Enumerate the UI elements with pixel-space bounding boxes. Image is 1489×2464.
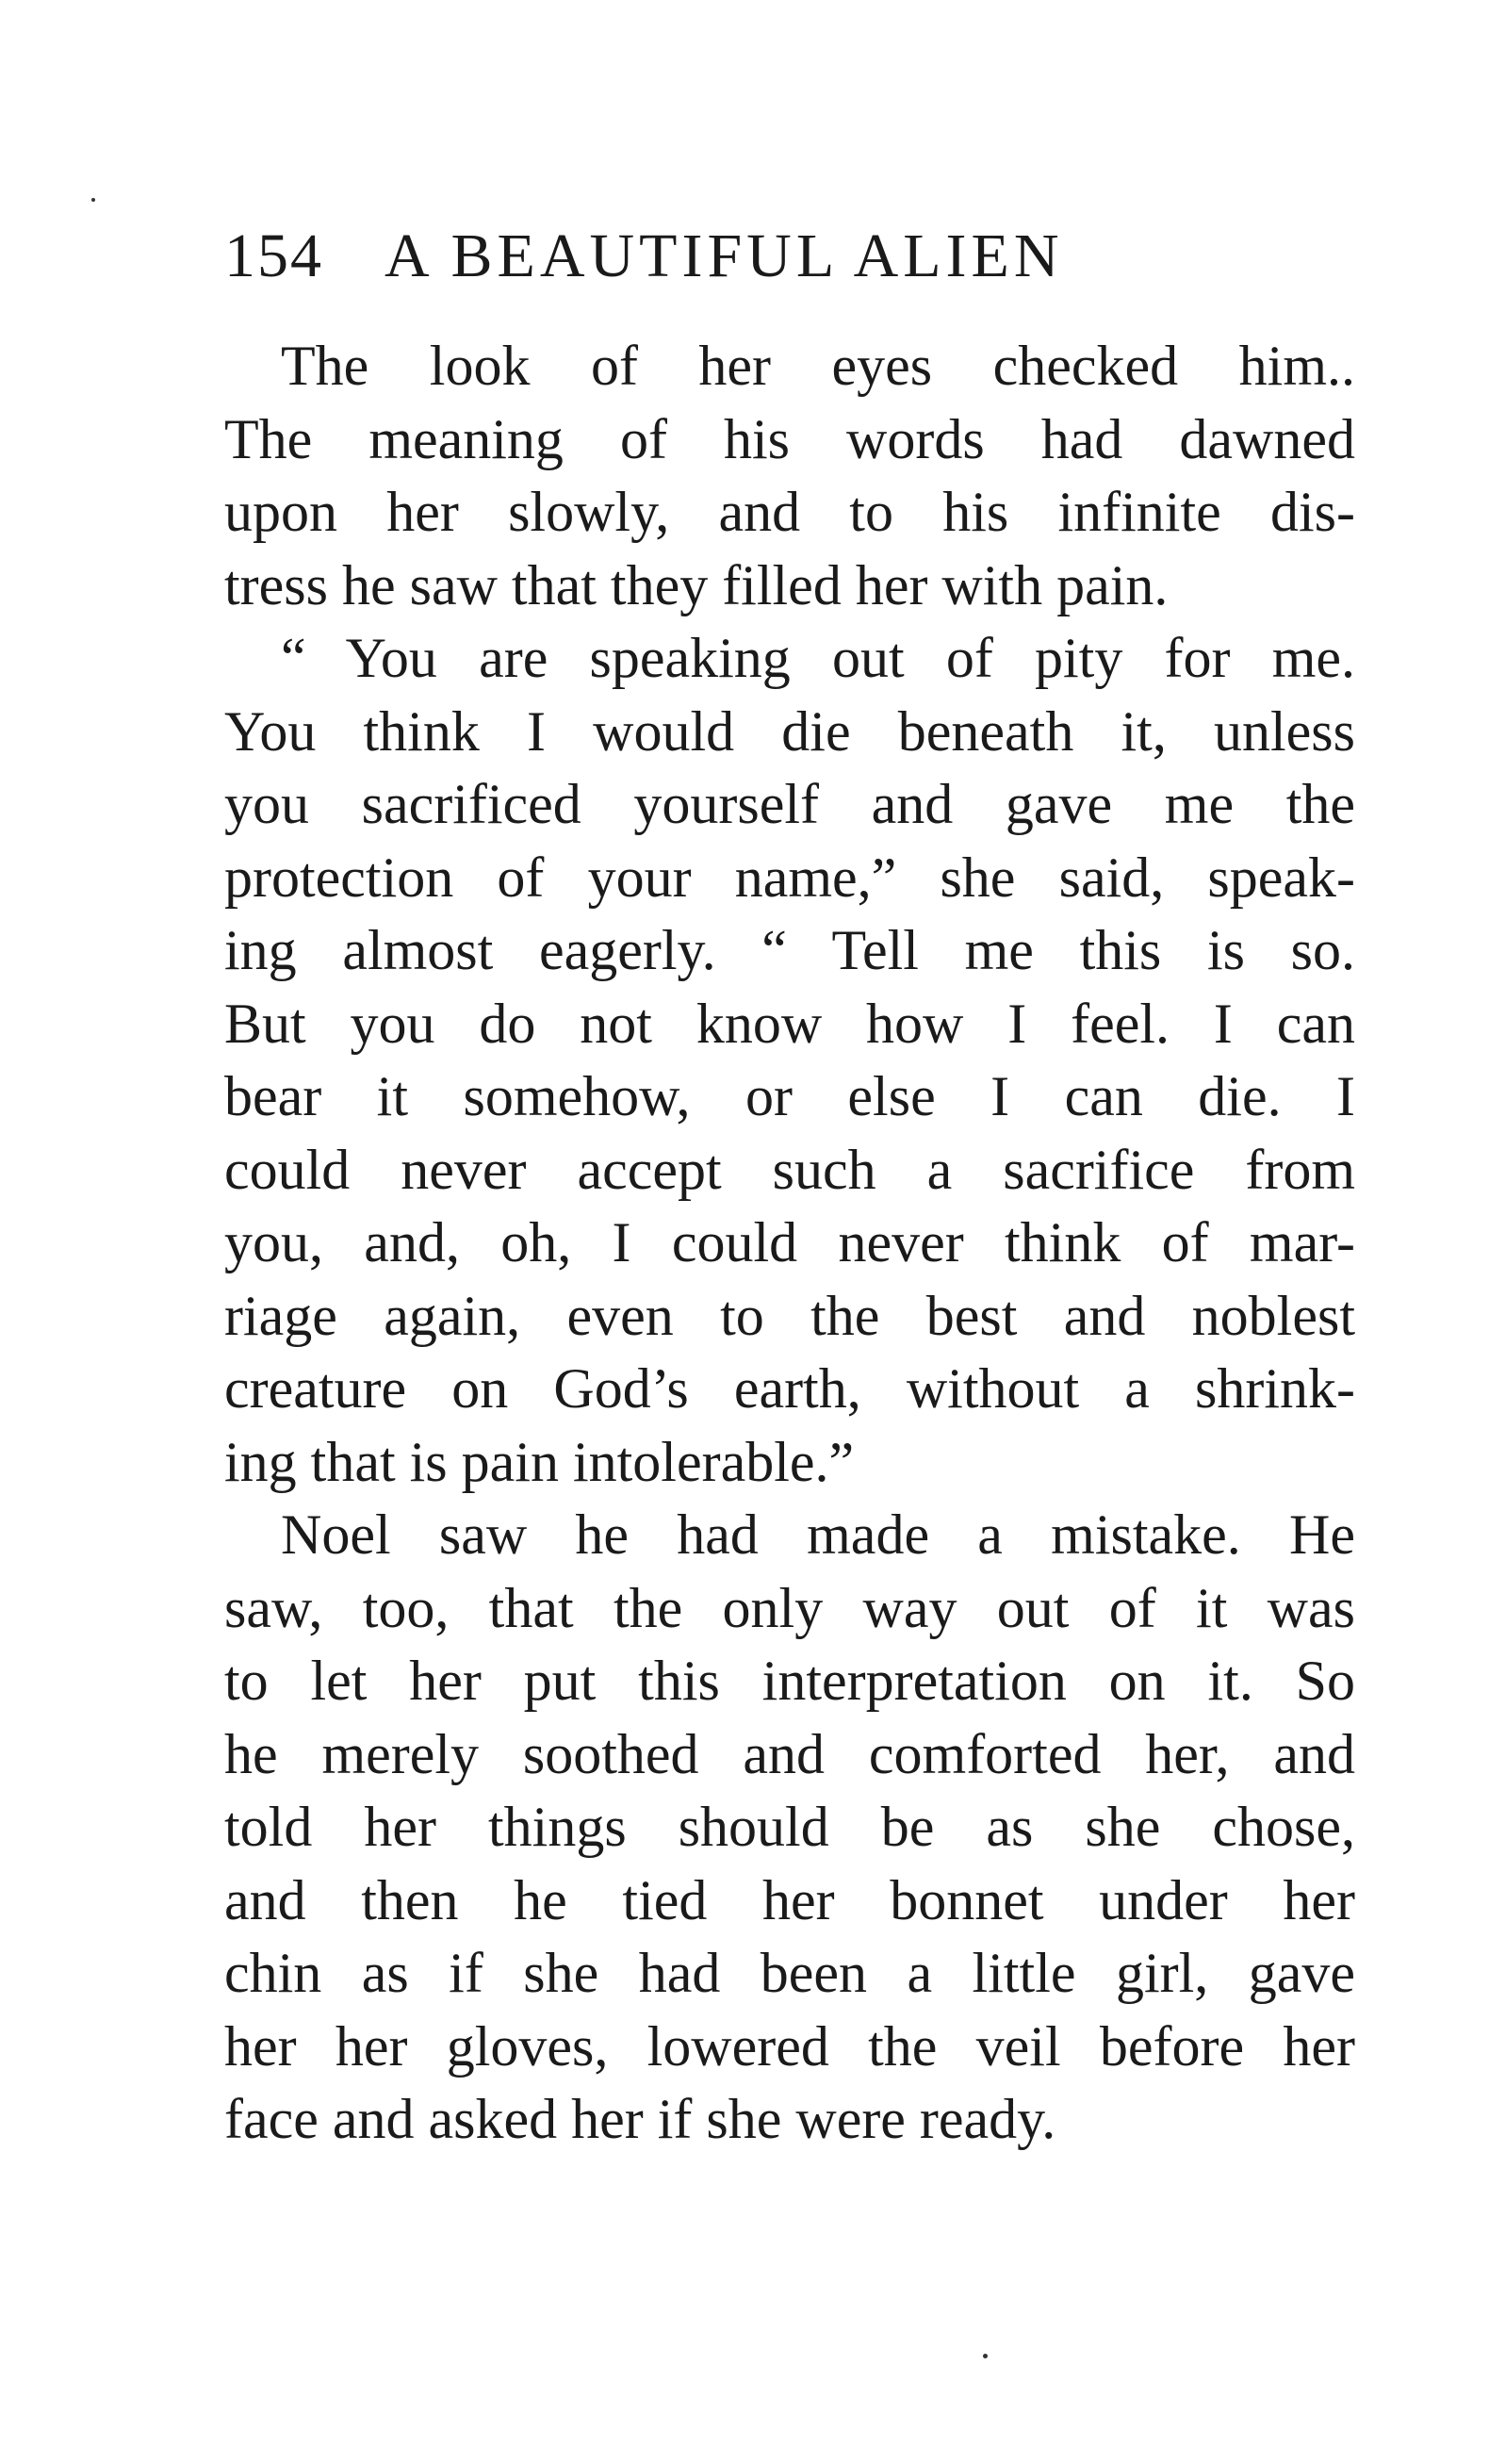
text-line: The look of her eyes checked him.. [281, 335, 1355, 397]
body-text [224, 330, 1355, 2157]
text-line: You think I would die beneath it, unless [224, 699, 1355, 763]
text-line: face and asked her if she were ready. [224, 2088, 1056, 2150]
text-line: he merely soothed and comforted her, and [224, 1722, 1355, 1785]
text-line: protection of your name,” she said, speak- [224, 846, 1355, 909]
text-line: riage again, even to the best and noblest [224, 1284, 1355, 1347]
text-line: you, and, oh, I could never think of mar- [224, 1211, 1355, 1273]
ink-speck [983, 2354, 988, 2358]
text-line: to let her put this interpretation on it. So [224, 1650, 1355, 1712]
text-line: told her things should be as she chose, [224, 1796, 1355, 1858]
text-line: chin as if she had been a little girl, gave [224, 1942, 1355, 2004]
text-line: her her gloves, lowered the veil before her [224, 2014, 1355, 2078]
book-title: A BEAUTIFUL ALIEN [385, 222, 1064, 290]
text-line: upon her slowly, and to his infinite dis- [224, 481, 1355, 543]
text-line: The meaning of his words had dawned [224, 407, 1355, 470]
text-line: you sacrificed yourself and gave me the [224, 773, 1355, 835]
ink-speck [91, 198, 95, 202]
text-line: But you do not know how I feel. I can [224, 992, 1355, 1055]
text-line: “ You are speaking out of pity for me. [281, 627, 1355, 689]
running-head [224, 219, 1355, 294]
text-line: ing almost eagerly. “ Tell me this is so. [224, 919, 1355, 981]
page-number: 154 [224, 222, 323, 290]
text-line: and then he tied her bonnet under her [224, 1868, 1355, 1931]
text-line: could never accept such a sacrifice from [224, 1138, 1355, 1201]
text-line: creature on God’s earth, without a shrink- [224, 1357, 1355, 1420]
text-line: Noel saw he had made a mistake. He [281, 1503, 1355, 1566]
text-line: saw, too, that the only way out of it was [224, 1576, 1355, 1639]
text-line: bear it somehow, or else I can die. I [224, 1065, 1355, 1127]
text-line: tress he saw that they filled her with pain. [224, 553, 1169, 616]
text-line: ing that is pain intolerable.” [224, 1430, 855, 1493]
